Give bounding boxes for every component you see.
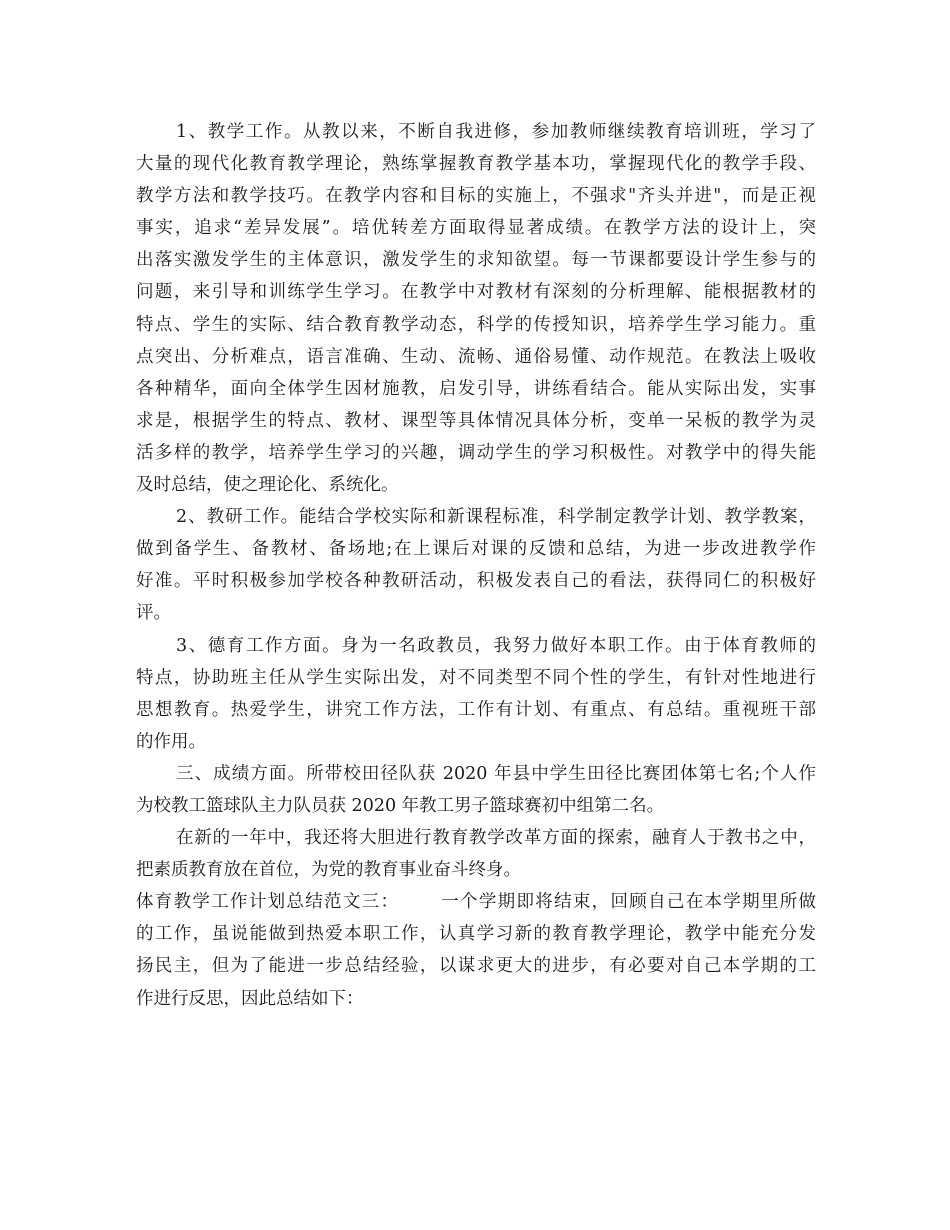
text-line: 1、教学工作。从教以来，不断自我进修，参加教师继续教育培训班，学习了 — [176, 122, 816, 142]
section-heading: 体育教学工作计划总结范文三： — [136, 892, 400, 913]
text-line: 问题，来引导和训练学生学习。在教学中对教材有深刻的分析理解、能根据教材的 — [136, 282, 816, 303]
text-line: 把素质教育放在首位，为党的教育事业奋斗终身。 — [136, 860, 521, 881]
text-line: 点突出、分析难点，语言准确、生动、流畅、通俗易懂、动作规范。在教法上吸收 — [136, 346, 816, 367]
text-line: 好准。平时积极参加学校各种教研活动，积极发表自己的看法，获得同仁的积极好 — [136, 571, 816, 592]
text-line: 在新的一年中，我还将大胆进行教育教学改革方面的探索，融育人于教书之中， — [176, 828, 816, 849]
text-line: 教学方法和教学技巧。在教学内容和目标的实施上，不强求"齐头并进"，而是正视 — [136, 186, 816, 207]
text-line: 特点、学生的实际、结合教育教学动态，科学的传授知识，培养学生学习能力。重 — [136, 314, 816, 335]
section-heading-line — [136, 886, 816, 918]
text-line: 特点，协助班主任从学生实际出发，对不同类型不同个性的学生，有针对性地进行 — [136, 667, 816, 688]
text-line: 出落实激发学生的主体意识，激发学生的求知欲望。每一节课都要设计学生参与的 — [136, 250, 816, 271]
text-line: 三、成绩方面。所带校田径队获 2020 年县中学生田径比赛团体第七名;个人作 — [176, 763, 816, 784]
text-line: 评。 — [136, 603, 171, 624]
paragraph-lines — [136, 116, 816, 886]
text-line: 扬民主，但为了能进一步总结经验，以谋求更大的进步，有必要对自己本学期的工 — [136, 956, 816, 977]
text-line: 各种精华，面向全体学生因材施教，启发引导，讲练看结合。能从实际出发，实事 — [136, 378, 816, 399]
text-line: 做到备学生、备教材、备场地;在上课后对课的反馈和总结，为进一步改进教学作 — [136, 539, 816, 560]
text-line: 3、德育工作方面。身为一名政教员，我努力做好本职工作。由于体育教师的 — [176, 635, 816, 656]
text-line: 思想教育。热爱学生，讲究工作方法，工作有计划、有重点、有总结。重视班干部 — [136, 699, 816, 720]
section-heading-rest: 一个学期即将结束，回顾自己在本学期里所做 — [441, 892, 817, 913]
tail-lines — [136, 918, 816, 1014]
document-body — [136, 116, 816, 1015]
text-line: 的工作，虽说能做到热爱本职工作，认真学习新的教育教学理论，教学中能充分发 — [136, 924, 816, 945]
text-line: 活多样的教学，培养学生学习的兴趣，调动学生的学习积极性。对教学中的得失能 — [136, 442, 816, 463]
text-line: 作进行反思，因此总结如下： — [136, 988, 364, 1009]
text-line: 求是，根据学生的特点、教材、课型等具体情况具体分析，变单一呆板的教学为灵 — [136, 410, 816, 431]
text-line: 2、教研工作。能结合学校实际和新课程标准，科学制定教学计划、教学教案， — [176, 507, 816, 528]
text-line: 大量的现代化教育教学理论，熟练掌握教育教学基本功，掌握现代化的教学手段、 — [136, 154, 816, 175]
text-line: 的作用。 — [136, 731, 206, 752]
text-line: 为校教工篮球队主力队员获 2020 年教工男子篮球赛初中组第二名。 — [136, 795, 665, 816]
text-line: 事实，追求“差异发展”。培优转差方面取得显著成绩。在教学方法的设计上，突 — [136, 218, 816, 239]
text-line: 及时总结，使之理论化、系统化。 — [136, 475, 399, 496]
